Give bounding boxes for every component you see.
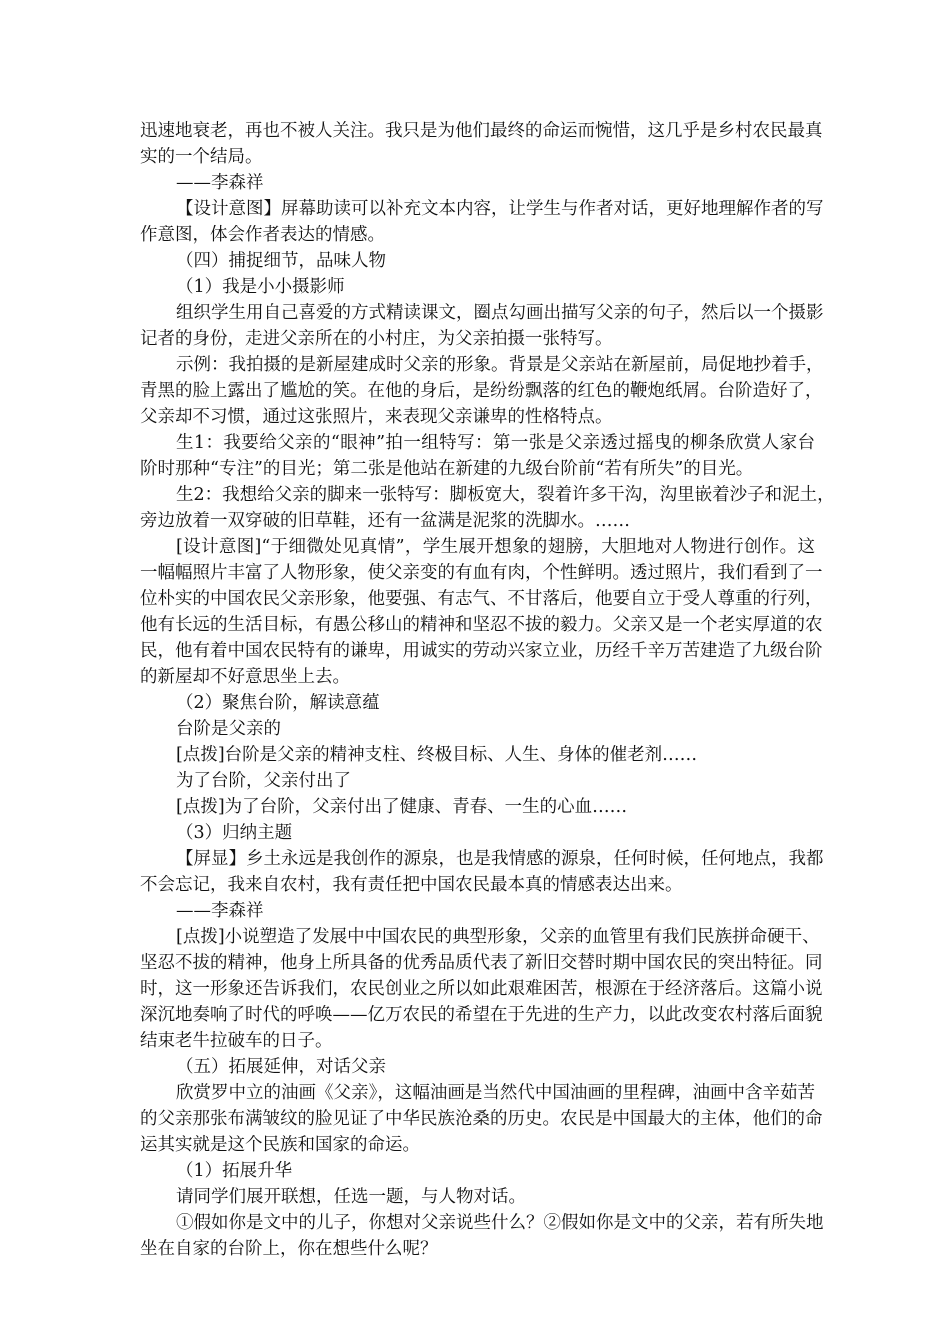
text-line: 民，他有着中国农民特有的谦卑，用诚实的劳动兴家立业，历经千辛万苦建造了九级台阶: [140, 641, 823, 661]
text-line: 迅速地衰老，再也不被人关注。我只是为他们最终的命运而惋惜，这几乎是乡村农民最真: [140, 121, 823, 141]
text-line: 请同学们展开联想，任选一题，与人物对话。: [176, 1187, 526, 1207]
text-line: [点拨]为了台阶，父亲付出了健康、青春、一生的心血……: [176, 797, 628, 817]
text-line: 【设计意图】屏幕助读可以补充文本内容，让学生与作者对话，更好地理解作者的写: [176, 199, 824, 219]
text-line: 运其实就是这个民族和国家的命运。: [140, 1135, 420, 1155]
author-signature: ——李森祥: [176, 173, 264, 193]
section-heading: （四）捕捉细节，品味人物: [176, 251, 386, 271]
text-line: 一幅幅照片丰富了人物形象，使父亲变的有血有肉，个性鲜明。透过照片，我们看到了一: [140, 563, 823, 583]
text-line: [点拨]小说塑造了发展中中国农民的典型形象，父亲的血管里有我们民族拼命硬干、: [176, 927, 820, 947]
text-line: 青黑的脸上露出了尴尬的笑。在他的身后，是纷纷飘落的红色的鞭炮纸屑。台阶造好了，: [140, 381, 823, 401]
text-line: 不会忘记，我来自农村，我有责任把中国农民最本真的情感表达出来。: [140, 875, 683, 895]
subsection-heading: （2）聚焦台阶，解读意蕴: [176, 693, 380, 713]
text-line: 示例：我拍摄的是新屋建成时父亲的形象。背景是父亲站在新屋前，局促地抄着手，: [176, 355, 824, 375]
text-line: 【屏显】乡土永远是我创作的源泉，也是我情感的源泉，任何时候，任何地点，我都: [176, 849, 824, 869]
text-line: 记者的身份，走进父亲所在的小村庄，为父亲拍摄一张特写。: [140, 329, 613, 349]
text-line: 生1：我要给父亲的“眼神”拍一组特写：第一张是父亲透过摇曳的柳条欣赏人家台: [176, 433, 815, 453]
text-line: 为了台阶，父亲付出了: [176, 771, 351, 791]
text-line: 坚忍不拔的精神，他身上所具备的优秀品质代表了新旧交替时期中国农民的突出特征。同: [140, 953, 823, 973]
text-line: 的新屋却不好意思坐上去。: [140, 667, 350, 687]
text-line: 深沉地奏响了时代的呼唤——亿万农民的希望在于先进的生产力，以此改变农村落后面貌: [140, 1005, 823, 1025]
text-line: 位朴实的中国农民父亲形象，他要强、有志气、不甘落后，他要自立于受人尊重的行列，: [140, 589, 823, 609]
subsection-heading: （1）我是小小摄影师: [176, 277, 345, 297]
text-line: 生2：我想给父亲的脚来一张特写：脚板宽大，裂着许多干沟，沟里嵌着沙子和泥土，: [176, 485, 835, 505]
text-line: 他有长远的生活目标，有愚公移山的精神和坚忍不拔的毅力。父亲又是一个老实厚道的农: [140, 615, 823, 635]
author-signature: ——李森祥: [176, 901, 264, 921]
section-heading: （五）拓展延伸，对话父亲: [176, 1057, 386, 1077]
text-line: 结束老牛拉破车的日子。: [140, 1031, 333, 1051]
text-line: 坐在自家的台阶上，你在想些什么呢？: [140, 1239, 438, 1259]
text-line: 时，这一形象还告诉我们，农民创业之所以如此艰难困苦，根源在于经济落后。这篇小说: [140, 979, 823, 999]
text-line: [设计意图]“于细微处见真情”，学生展开想象的翅膀，大胆地对人物进行创作。这: [176, 537, 815, 557]
text-line: 欣赏罗中立的油画《父亲》，这幅油画是当然代中国油画的里程碑，油画中含辛茹苦: [176, 1083, 815, 1103]
text-line: 实的一个结局。: [140, 147, 263, 167]
text-line: 旁边放着一双穿破的旧草鞋，还有一盆满是泥浆的洗脚水。……: [140, 511, 630, 531]
text-line: 组织学生用自己喜爱的方式精读课文，圈点勾画出描写父亲的句子，然后以一个摄影: [176, 303, 824, 323]
text-line: 台阶是父亲的: [176, 719, 281, 739]
text-line: ①假如你是文中的儿子，你想对父亲说些什么？②假如你是文中的父亲，若有所失地: [176, 1213, 824, 1233]
text-line: 父亲却不习惯，通过这张照片，来表现父亲谦卑的性格特点。: [140, 407, 613, 427]
text-line: [点拨]台阶是父亲的精神支柱、终极目标、人生、身体的催老剂……: [176, 745, 698, 765]
text-line: 阶时那种“专注”的目光；第二张是他站在新建的九级台阶前“若有所失”的目光。: [140, 459, 754, 479]
text-line: 作意图，体会作者表达的情感。: [140, 225, 385, 245]
subsection-heading: （3）归纳主题: [176, 823, 293, 843]
text-line: 的父亲那张布满皱纹的脸见证了中华民族沧桑的历史。农民是中国最大的主体，他们的命: [140, 1109, 823, 1129]
subsection-heading: （1）拓展升华: [176, 1161, 293, 1181]
